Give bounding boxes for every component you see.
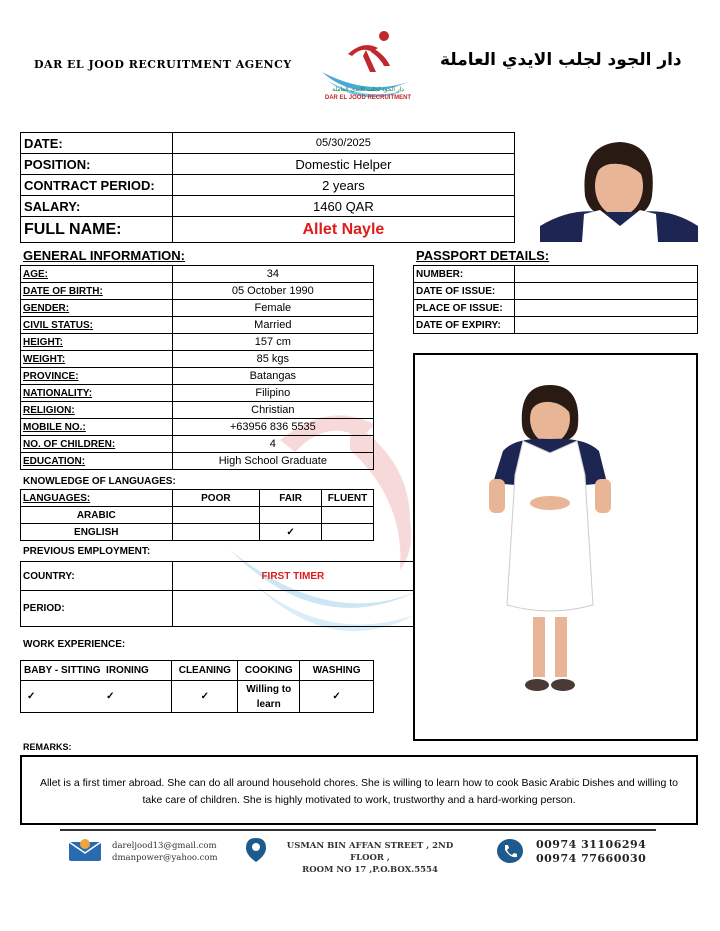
agency-name-ar: دار الجود لجلب الايدي العاملة (440, 50, 682, 70)
full-name-value: Allet Nayle (172, 217, 514, 243)
passport-row (414, 266, 698, 283)
contract-period-label: CONTRACT PERIOD: (21, 175, 173, 196)
email-icon (68, 838, 102, 862)
general-info-row (21, 283, 374, 300)
general-info-value: +63956 836 5535 (172, 419, 373, 436)
personal-summary-table (20, 132, 515, 243)
general-information-title: GENERAL INFORMATION: (23, 248, 186, 263)
babysitting-value: ✓ (21, 681, 103, 713)
passport-label: NUMBER: (414, 266, 515, 283)
cleaning-value: ✓ (172, 681, 238, 713)
passport-value (514, 266, 697, 283)
passport-row (414, 283, 698, 300)
cooking-header: COOKING (238, 661, 300, 681)
general-info-value: High School Graduate (172, 453, 373, 470)
date-value: 05/30/2025 (172, 133, 514, 154)
agency-name-en: DAR EL JOOD RECRUITMENT AGENCY (34, 58, 292, 71)
general-info-row (21, 334, 374, 351)
passport-value (514, 300, 697, 317)
remarks-title: REMARKS: (23, 742, 72, 752)
full-body-photo (415, 355, 696, 739)
general-info-row (21, 385, 374, 402)
washing-value: ✓ (300, 681, 374, 713)
country-label: COUNTRY: (21, 562, 173, 591)
general-information-table (20, 265, 374, 470)
general-info-value: Married (172, 317, 373, 334)
passport-details-table (413, 265, 698, 334)
general-info-label: CIVIL STATUS: (21, 317, 173, 334)
general-info-value: Filipino (172, 385, 373, 402)
footer-phone-1: 00974 31106294 (536, 838, 647, 851)
language-english: ENGLISH (21, 524, 173, 541)
general-info-label: AGE: (21, 266, 173, 283)
general-info-row (21, 368, 374, 385)
general-info-label: DATE OF BIRTH: (21, 283, 173, 300)
english-fluent (322, 524, 374, 541)
general-info-row (21, 317, 374, 334)
general-info-row (21, 266, 374, 283)
passport-value (514, 317, 697, 334)
work-experience-title: WORK EXPERIENCE: (23, 639, 126, 650)
language-arabic: ARABIC (21, 507, 173, 524)
work-experience-table (20, 660, 374, 713)
contract-period-value: 2 years (172, 175, 514, 196)
english-poor (172, 524, 260, 541)
languages-header: LANGUAGES: (21, 490, 173, 507)
general-info-label: WEIGHT: (21, 351, 173, 368)
full-name-label: FULL NAME: (21, 217, 173, 243)
general-info-value: Female (172, 300, 373, 317)
arabic-poor (172, 507, 260, 524)
cooking-value: Willing to learn (238, 681, 300, 713)
footer-divider (60, 829, 656, 831)
logo-text-en: DAR EL JOOD RECRUITMENT (324, 95, 412, 101)
passport-row (414, 317, 698, 334)
passport-value (514, 283, 697, 300)
period-label: PERIOD: (21, 591, 173, 627)
ironing-value: ✓ (102, 681, 172, 713)
date-label: DATE: (21, 133, 173, 154)
general-info-label: EDUCATION: (21, 453, 173, 470)
general-info-value: Batangas (172, 368, 373, 385)
english-fair: ✓ (260, 524, 322, 541)
footer-phones (536, 838, 646, 866)
general-info-value: 05 October 1990 (172, 283, 373, 300)
footer-email-2: dmanpower@yahoo.com (112, 853, 218, 863)
footer-email-1: dareljood13@gmail.com (112, 841, 217, 851)
full-body-photo-frame (413, 353, 698, 741)
languages-title: KNOWLEDGE OF LANGUAGES: (23, 476, 176, 487)
footer-emails (112, 840, 218, 864)
cleaning-header: CLEANING (172, 661, 238, 681)
ironing-header: IRONING (106, 665, 149, 676)
languages-table (20, 489, 374, 541)
passport-label: DATE OF ISSUE: (414, 283, 515, 300)
general-info-row (21, 453, 374, 470)
general-info-value: 157 cm (172, 334, 373, 351)
phone-icon (496, 838, 524, 864)
previous-employment-title: PREVIOUS EMPLOYMENT: (23, 546, 151, 557)
previous-employment-table (20, 561, 414, 627)
remarks-box (20, 755, 698, 825)
general-info-label: PROVINCE: (21, 368, 173, 385)
general-info-value: 85 kgs (172, 351, 373, 368)
general-info-value: Christian (172, 402, 373, 419)
location-pin-icon (245, 837, 267, 863)
passport-label: DATE OF EXPIRY: (414, 317, 515, 334)
position-value: Domestic Helper (172, 154, 514, 175)
general-info-row (21, 419, 374, 436)
arabic-fair (260, 507, 322, 524)
washing-header: WASHING (300, 661, 374, 681)
passport-details-title: PASSPORT DETAILS: (416, 248, 550, 263)
passport-label: PLACE OF ISSUE: (414, 300, 515, 317)
period-value (172, 591, 413, 627)
general-info-row (21, 300, 374, 317)
general-info-label: MOBILE NO.: (21, 419, 173, 436)
general-info-row (21, 436, 374, 453)
salary-label: SALARY: (21, 196, 173, 217)
fluent-header: FLUENT (322, 490, 374, 507)
logo-text-ar: دار الجود لجلب الايدي العاملة (332, 87, 404, 93)
poor-header: POOR (172, 490, 260, 507)
arabic-fluent (322, 507, 374, 524)
salary-value: 1460 QAR (172, 196, 514, 217)
footer-phone-2: 00974 77660030 (536, 852, 647, 865)
general-info-value: 34 (172, 266, 373, 283)
general-info-row (21, 351, 374, 368)
footer-address-2: ROOM NO 17 ,P.O.BOX.5554 (302, 865, 438, 875)
general-info-value: 4 (172, 436, 373, 453)
general-info-row (21, 402, 374, 419)
general-info-label: RELIGION: (21, 402, 173, 419)
footer-address (275, 840, 465, 876)
general-info-label: HEIGHT: (21, 334, 173, 351)
general-info-label: GENDER: (21, 300, 173, 317)
babysitting-ironing-header (21, 661, 172, 681)
headshot-photo (540, 134, 698, 242)
fair-header: FAIR (260, 490, 322, 507)
country-value: FIRST TIMER (172, 562, 413, 591)
general-info-label: NATIONALITY: (21, 385, 173, 402)
agency-logo (318, 26, 418, 106)
babysitting-header: BABY - SITTING (24, 665, 101, 676)
remarks-text: Allet is a first timer abroad. She can do all around household chores. She is willing to learn how to cook Basic Arabic Dishes and willing to take care of children. She is highly motivated to work, trustworthy and a hard-working person. (40, 777, 678, 806)
position-label: POSITION: (21, 154, 173, 175)
footer-address-1: USMAN BIN AFFAN STREET , 2ND FLOOR , (286, 841, 454, 863)
passport-row (414, 300, 698, 317)
general-info-label: NO. OF CHILDREN: (21, 436, 173, 453)
